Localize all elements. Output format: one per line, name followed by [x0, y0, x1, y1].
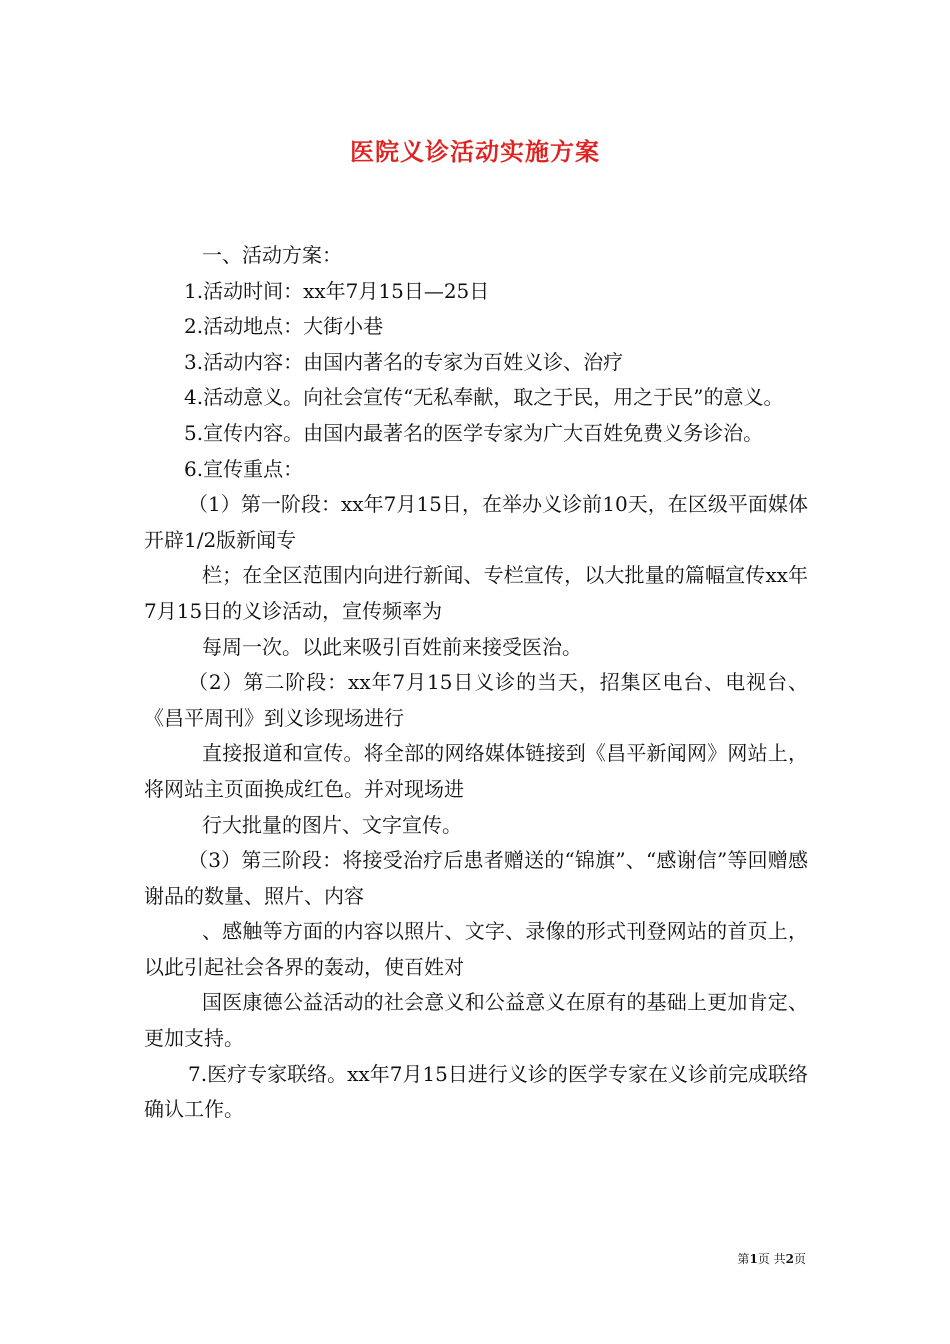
footer-total-pages: 2: [785, 1252, 794, 1266]
paragraph-stage-3-cont: 、感触等方面的内容以照片、文字、录像的形式刊登网站的首页上，以此引起社会各界的轰动，使百姓对: [144, 919, 808, 979]
footer-suffix: 页: [793, 1252, 806, 1266]
paragraph-stage-2-end: 行大批量的图片、文字宣传。: [202, 812, 462, 837]
footer-prefix: 第: [737, 1252, 750, 1266]
paragraph-item-5: 5.宣传内容。由国内最著名的医学专家为广大百姓免费义务诊治。: [184, 420, 764, 445]
paragraph-stage-2: （2）第二阶段：xx年7月15日义诊的当天，招集区电台、电视台、《昌平周刊》到义诊现场进行: [144, 670, 808, 730]
paragraph-item-6: 6.宣传重点：: [184, 456, 304, 481]
paragraph-stage-1-end: 每周一次。以此来吸引百姓前来接受医治。: [202, 634, 582, 659]
paragraph-stage-2-cont: 直接报道和宣传。将全部的网络媒体链接到《昌平新闻网》网站上，将网站主页面换成红色。并对现场进: [144, 741, 808, 801]
document-title: 医院义诊活动实施方案: [350, 137, 600, 166]
paragraph-stage-1-cont: 栏；在全区范围内向进行新闻、专栏宣传，以大批量的篇幅宣传xx年7月15日的义诊活动，宣传频率为: [144, 563, 808, 623]
paragraph-item-4: 4.活动意义。向社会宣传“无私奉献，取之于民，用之于民”的意义。: [184, 385, 784, 410]
page-number-footer: [737, 1250, 806, 1267]
paragraph-item-3: 3.活动内容：由国内著名的专家为百姓义诊、治疗: [184, 349, 624, 374]
paragraph-item-1: 1.活动时间：xx年7月15日—25日: [184, 278, 490, 303]
paragraph-item-7: 7.医疗专家联络。xx年7月15日进行义诊的医学专家在义诊前完成联络确认工作。: [144, 1061, 808, 1122]
section-heading: 一、活动方案：: [202, 243, 342, 267]
paragraph-stage-1: （1）第一阶段：xx年7月15日，在举办义诊前10天，在区级平面媒体开辟1/2版新闻专: [144, 492, 808, 552]
footer-current-page: 1: [749, 1252, 758, 1266]
paragraph-item-2: 2.活动地点：大街小巷: [184, 314, 384, 339]
paragraph-stage-3: （3）第三阶段：将接受治疗后患者赠送的“锦旗”、“感谢信”等回赠感谢品的数量、照片、内容: [144, 848, 808, 908]
document-body: [144, 238, 808, 1128]
paragraph-stage-3-end: 国医康德公益活动的社会意义和公益意义在原有的基础上更加肯定、更加支持。: [144, 990, 808, 1051]
footer-middle: 页 共: [757, 1252, 786, 1266]
